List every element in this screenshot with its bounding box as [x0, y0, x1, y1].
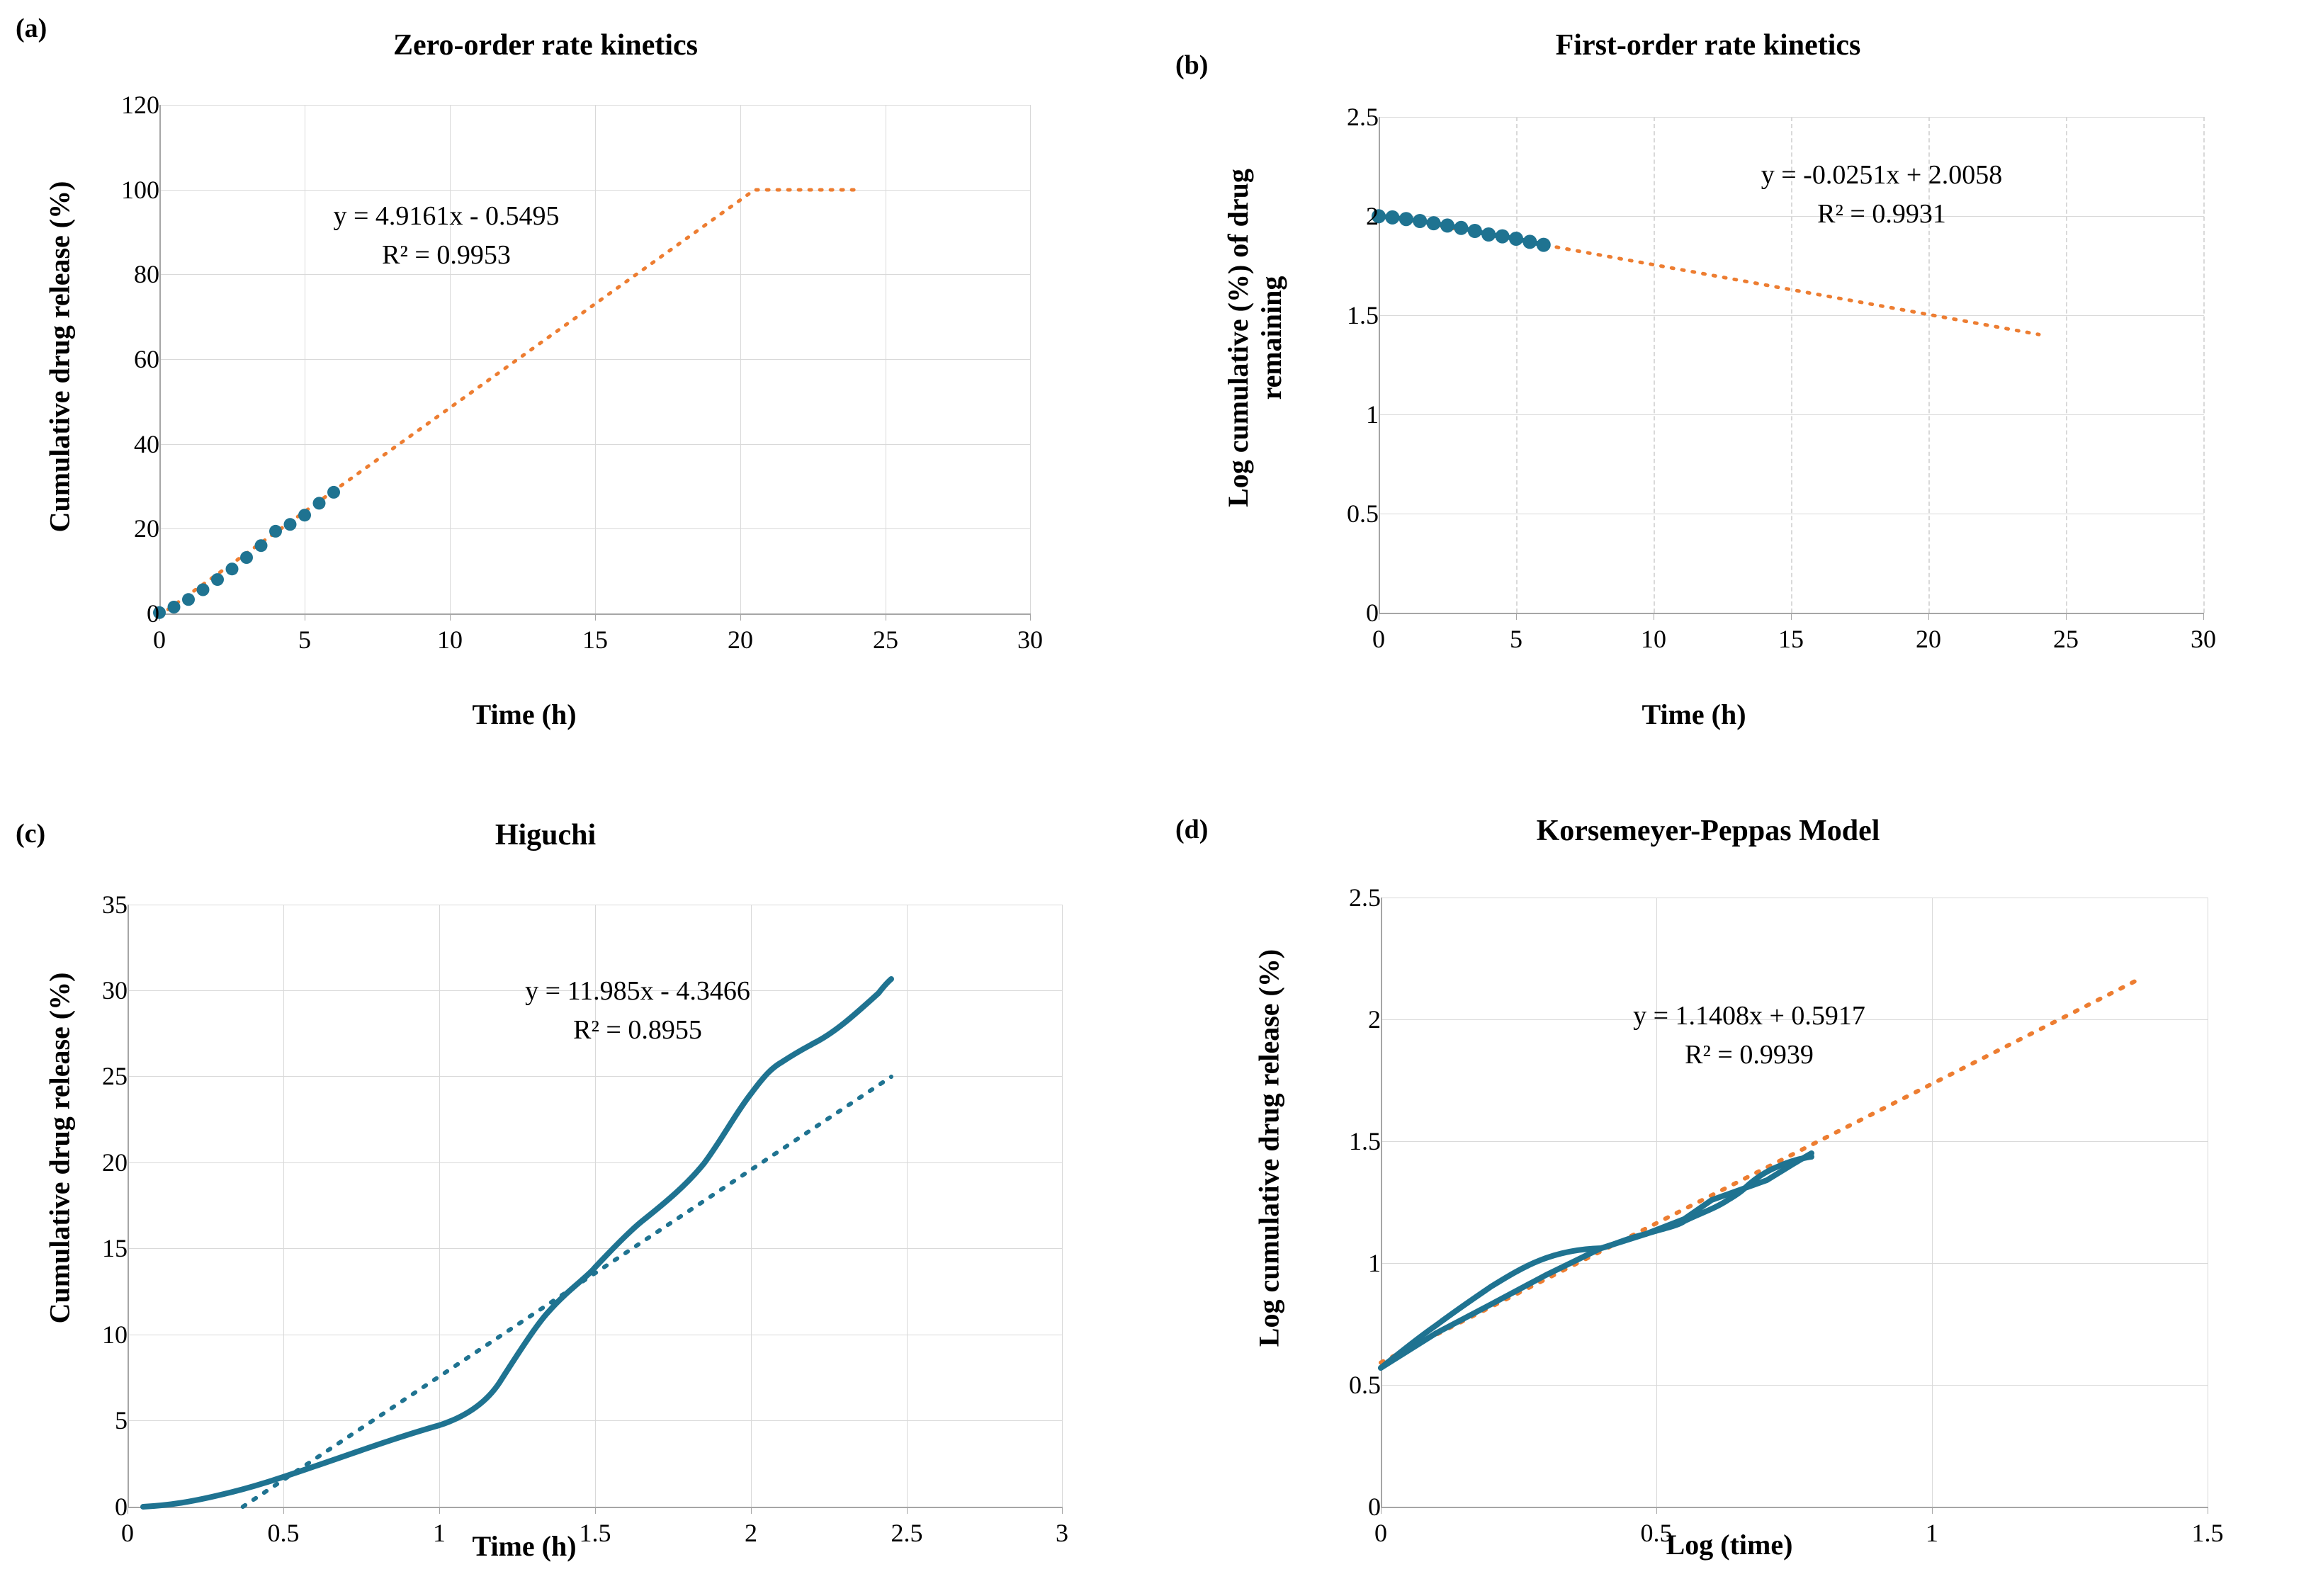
panel-a-title: Zero-order rate kinetics	[393, 29, 698, 62]
panel-a-annotation	[244, 197, 648, 275]
panel-a-x-axis-title: Time (h)	[472, 698, 577, 730]
x-tick: 1.5	[2191, 1518, 2224, 1547]
y-tick: 1	[1366, 400, 1379, 429]
x-tick: 0	[1374, 1518, 1387, 1547]
y-tick: 2	[1368, 1004, 1381, 1034]
panel-c	[0, 798, 1156, 1596]
panel-d-title: Korsemeyer-Peppas Model	[1536, 814, 1880, 847]
y-tick: 1.5	[1347, 301, 1379, 329]
y-tick: 5	[115, 1406, 128, 1435]
panel-a-r2: R² = 0.9953	[382, 240, 511, 271]
x-tick: 0	[153, 626, 166, 654]
x-tick: 30	[1017, 626, 1043, 654]
panel-b-annotation	[1655, 156, 2108, 234]
panel-d-x-axis-title: Log (time)	[1666, 1528, 1793, 1561]
y-tick: 0	[1368, 1492, 1381, 1521]
panel-b-r2: R² = 0.9931	[1817, 199, 1946, 230]
y-tick: 25	[102, 1062, 128, 1091]
x-axis	[1381, 1507, 2208, 1508]
x-tick: 0	[1372, 625, 1385, 653]
panel-b	[1156, 0, 2311, 798]
panel-d-r2: R² = 0.9939	[1685, 1039, 1814, 1070]
y-tick: 0	[1366, 599, 1379, 627]
y-tick: 0.5	[1347, 499, 1379, 528]
panel-a-series	[159, 105, 1031, 613]
panel-c-x-axis-title: Time (h)	[472, 1529, 577, 1562]
panel-c-y-axis-title: Cumulative drug release (%)	[43, 972, 76, 1323]
x-tick: 5	[298, 626, 311, 654]
x-tick: 25	[873, 626, 898, 654]
panel-c-r2: R² = 0.8955	[573, 1014, 702, 1045]
y-tick: 20	[134, 514, 159, 543]
x-tick: 10	[1641, 625, 1666, 653]
panel-b-plot	[1347, 103, 2216, 653]
x-tick: 15	[582, 626, 608, 654]
x-tick: 30	[2191, 625, 2216, 653]
panel-b-tag: (b)	[1175, 50, 1209, 80]
y-tick: 1	[1368, 1248, 1381, 1277]
x-tick: 1.5	[579, 1518, 611, 1547]
y-tick: 20	[102, 1148, 128, 1177]
y-tick: 30	[102, 975, 128, 1004]
y-tick: 1.5	[1349, 1126, 1381, 1155]
panel-a-equation: y = 4.9161x - 0.5495	[333, 201, 560, 231]
x-tick: 3	[1056, 1518, 1068, 1547]
panel-b-equation: y = -0.0251x + 2.0058	[1761, 160, 2003, 190]
y-tick: 40	[134, 429, 159, 458]
x-tick: 2	[745, 1518, 757, 1547]
panel-d-series	[1381, 898, 2208, 1507]
y-tick: 0	[115, 1492, 128, 1521]
panel-c-annotation	[411, 972, 864, 1050]
y-tick: 2	[1366, 202, 1379, 230]
y-tick: 2.5	[1349, 883, 1381, 912]
x-tick: 15	[1778, 625, 1804, 653]
y-tick: 100	[121, 175, 159, 204]
panel-a-plot	[121, 91, 1043, 654]
panel-d-annotation	[1522, 997, 1976, 1075]
x-tick: 0.5	[1640, 1518, 1673, 1547]
panel-c-title: Higuchi	[495, 818, 597, 851]
y-tick: 60	[134, 345, 159, 373]
panel-b-title: First-order rate kinetics	[1555, 29, 1861, 62]
panel-b-x-axis-title: Time (h)	[1642, 698, 1746, 730]
x-tick: 25	[2053, 625, 2079, 653]
y-tick: 10	[102, 1320, 128, 1349]
x-tick: 20	[728, 626, 753, 654]
panel-d	[1156, 798, 2311, 1596]
y-tick: 120	[121, 91, 159, 119]
y-tick: 2.5	[1347, 103, 1379, 131]
y-tick: 0.5	[1349, 1370, 1381, 1399]
panel-d-equation: y = 1.1408x + 0.5917	[1633, 1000, 1865, 1031]
panel-c-equation: y = 11.985x - 4.3466	[525, 975, 750, 1006]
x-tick: 20	[1916, 625, 1941, 653]
x-tick: 0	[121, 1518, 134, 1547]
y-tick: 80	[134, 260, 159, 289]
y-tick: 35	[102, 890, 128, 919]
x-tick: 0.5	[267, 1518, 300, 1547]
panel-d-y-axis-title: Log cumulative drug release (%)	[1253, 949, 1285, 1347]
x-tick: 1	[433, 1518, 446, 1547]
panel-a-tag: (a)	[16, 13, 47, 43]
x-tick: 5	[1510, 625, 1522, 653]
panel-d-tag: (d)	[1175, 814, 1209, 844]
panel-a	[0, 0, 1156, 798]
panel-c-tag: (c)	[16, 818, 46, 849]
x-tick: 10	[437, 626, 463, 654]
panel-a-y-axis-title: Cumulative drug release (%)	[43, 181, 76, 533]
y-tick: 15	[102, 1234, 128, 1263]
y-tick: 0	[147, 599, 159, 628]
x-tick: 1	[1926, 1518, 1938, 1547]
panel-b-y-axis-title: Log cumulative (%) of drug remaining	[1222, 169, 1287, 507]
x-tick: 2.5	[891, 1518, 923, 1547]
